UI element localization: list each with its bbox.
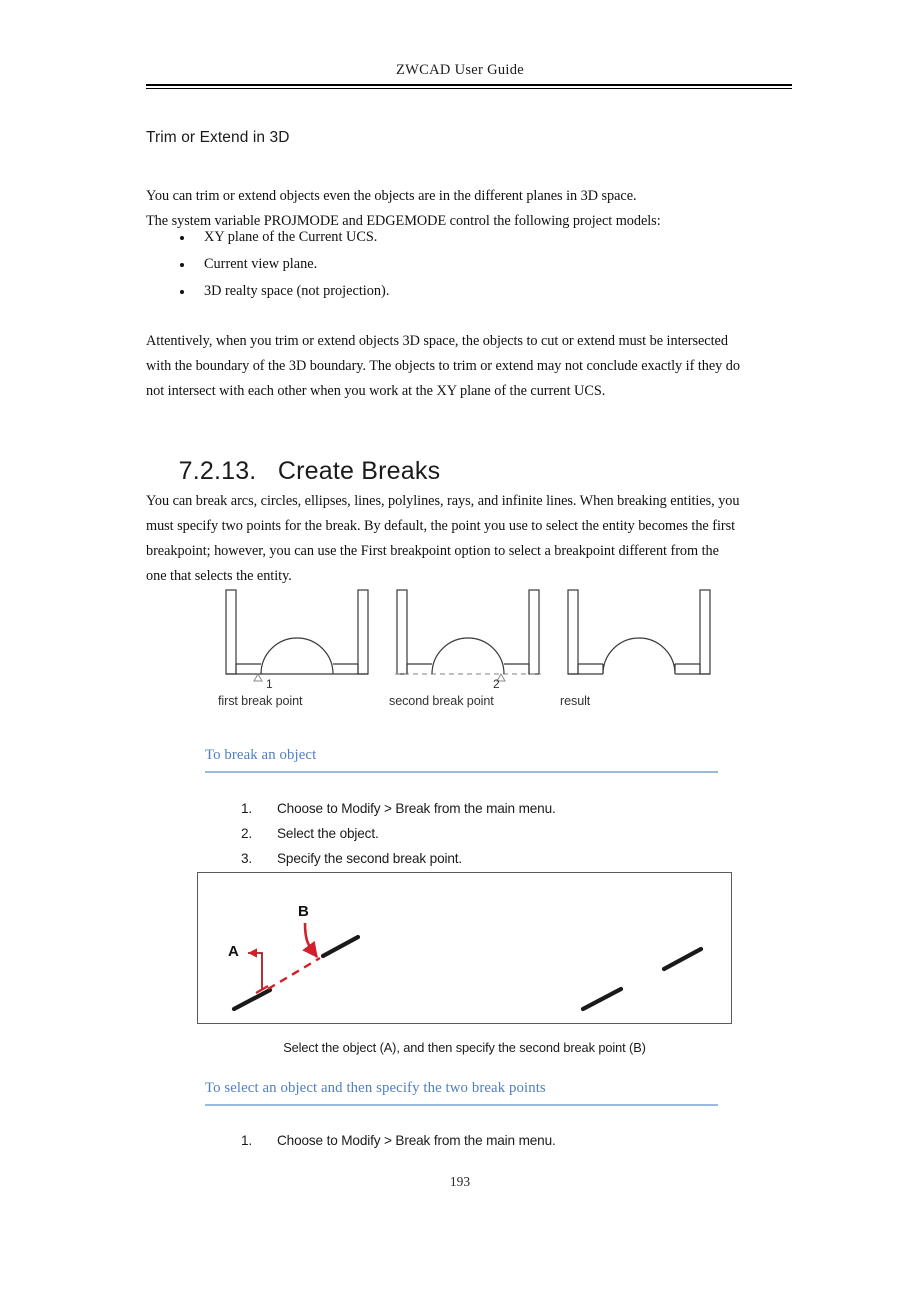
result-line-lower (583, 989, 621, 1009)
step-label: Select the object. (277, 826, 379, 841)
page-header (0, 0, 920, 92)
list-item-label: Current view plane. (204, 256, 318, 272)
subsection-heading: Trim or Extend in 3D (146, 129, 290, 146)
break-point-marker-1: 1 (266, 677, 273, 691)
step-number: 2. (241, 826, 253, 841)
heading-to-break-an-object: To break an object (205, 747, 317, 763)
arch-panel-result (560, 586, 718, 718)
arch-caption-first: first break point (218, 694, 303, 708)
arch-drawing-first (218, 586, 376, 694)
step-number: 1. (241, 801, 253, 816)
step-number: 1. (241, 1133, 253, 1148)
arch-caption-result: result (560, 694, 591, 708)
step-number: 3. (241, 851, 253, 866)
heading-rule-break-object (205, 771, 718, 773)
attentively-paragraph (146, 329, 794, 404)
section-title: Create Breaks (277, 457, 441, 485)
list-item (146, 283, 746, 310)
list-item (146, 229, 746, 256)
arch-panel-second (389, 586, 547, 718)
figure-select-object-break (197, 872, 732, 1024)
list-item (146, 256, 746, 283)
heading-to-select-an-object: To select an object and then specify the two break points (205, 1080, 546, 1096)
leader-line-b (305, 923, 317, 957)
list-item (241, 801, 721, 826)
header-rule-thin (146, 88, 792, 89)
step-label: Choose to Modify > Break from the main menu. (277, 801, 556, 816)
annotation-label-b: B (298, 903, 309, 920)
original-line-lower (234, 990, 270, 1009)
annotation-label-a: A (228, 943, 239, 960)
breaks-line-1: You can break arcs, circles, ellipses, lines, polylines, rays, and infinite lines. When breaking entities, you (146, 493, 740, 509)
arch-drawing-result (560, 586, 718, 694)
arch-panel-first (218, 586, 376, 718)
leader-line-a (248, 953, 262, 989)
header-title: ZWCAD User Guide (395, 62, 525, 78)
break-point-marker-2: 2 (493, 677, 500, 691)
result-line-upper (664, 949, 701, 969)
page-number: 193 (449, 1174, 471, 1189)
step-label: Specify the second break point. (277, 851, 463, 866)
projection-modes-list (146, 229, 746, 310)
breaks-line-2: must specify two points for the break. By default, the point you use to select the entity becomes the first (146, 518, 736, 534)
intro-line-1: You can trim or extend objects even the objects are in the different planes in 3D space. (146, 188, 637, 204)
list-item-label: 3D realty space (not projection). (204, 283, 390, 299)
intro-line-2: The system variable PROJMODE and EDGEMODE control the following project models: (146, 213, 661, 229)
step-label: Choose to Modify > Break from the main menu. (277, 1133, 556, 1148)
break-illustration-drawing (198, 873, 730, 1022)
bullet-dot-icon (180, 290, 184, 294)
figure-caption-select-object: Select the object (A), and then specify the second break point (B) (283, 1040, 646, 1055)
steps-break-an-object (241, 801, 721, 876)
arch-caption-second: second break point (389, 694, 494, 708)
bullet-dot-icon (180, 263, 184, 267)
figure-break-points-diagram (218, 586, 718, 718)
attentively-line-3: not intersect with each other when you work at the XY plane of the current UCS. (146, 383, 606, 399)
steps-select-an-object (241, 1133, 721, 1158)
bullet-dot-icon (180, 236, 184, 240)
removed-segment-dashed (268, 958, 320, 989)
list-item-label: XY plane of the Current UCS. (204, 229, 378, 245)
breaks-line-4: one that selects the entity. (146, 568, 292, 584)
heading-rule-select-object (205, 1104, 718, 1106)
list-item (241, 1133, 721, 1158)
list-item (241, 826, 721, 851)
arch-drawing-second (389, 586, 547, 694)
section-number: 7.2.13. (178, 457, 257, 485)
original-line-upper (323, 937, 358, 956)
section-heading-gap (256, 457, 277, 485)
intro-paragraph (146, 184, 806, 234)
header-rule-thick (146, 84, 792, 86)
create-breaks-paragraph (146, 489, 794, 589)
attentively-line-2: with the boundary of the 3D boundary. The objects to trim or extend may not conclude exactly if they do (146, 358, 740, 374)
breaks-line-3: breakpoint; however, you can use the First breakpoint option to select a breakpoint different from the (146, 543, 719, 559)
attentively-line-1: Attentively, when you trim or extend objects 3D space, the objects to cut or extend must be intersected (146, 333, 728, 349)
